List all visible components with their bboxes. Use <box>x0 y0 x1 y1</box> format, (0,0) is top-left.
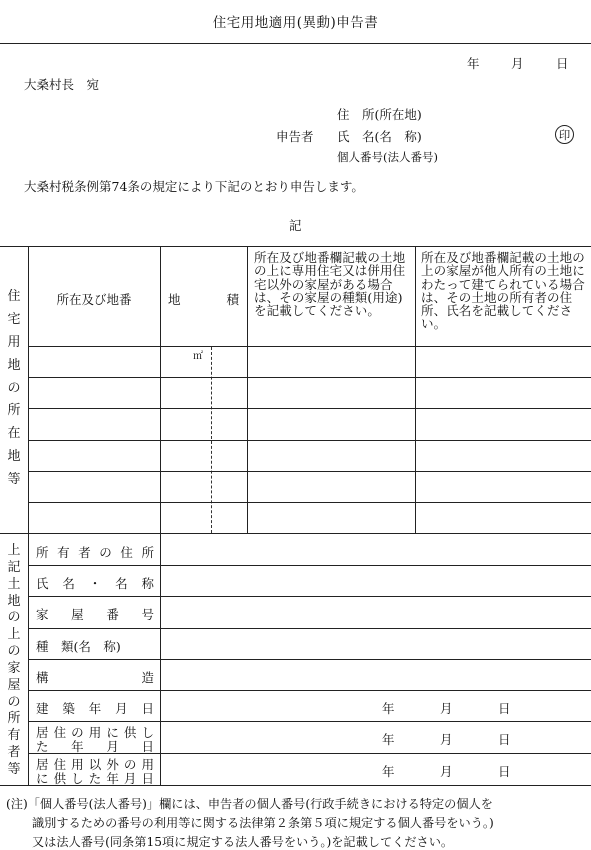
house-table-row-rule <box>28 565 591 566</box>
ki-label: 記 <box>289 218 302 233</box>
col-location-header: 所在及び地番 <box>56 292 132 307</box>
land-table-row-rule <box>28 440 591 441</box>
built-date-day: 日 <box>498 701 511 716</box>
declarant-label: 申告者 <box>276 129 314 144</box>
land-table-col-divider <box>415 246 416 533</box>
residential-date-year: 年 <box>382 732 395 747</box>
land-table-top <box>0 246 591 247</box>
seal-mark: 印 <box>555 125 574 144</box>
house-side-label: 上 記 土 地 の 上 の 家 屋 の 所 有 者 等 <box>7 543 21 777</box>
residential-use-label-line1: 居住の用に供し <box>36 725 154 740</box>
nonresidential-date-year: 年 <box>382 764 395 779</box>
built-date-month: 月 <box>440 701 453 716</box>
built-date-year: 年 <box>382 701 395 716</box>
title-divider <box>0 43 591 44</box>
col-house-type-note: 所在及び地番欄記載の土地の上に専用住宅又は併用住宅以外の家屋がある場合は、その家屋の種類(用途)を記載してください。 <box>254 250 406 319</box>
note-line-3: 又は法人番号(同条第15項に規定する法人番号をいう。)を記載してください。 <box>32 835 454 849</box>
land-table-row-rule <box>28 377 591 378</box>
owner-address-label: 所 有 者 の 住 所 <box>36 545 154 560</box>
nonresidential-date-month: 月 <box>440 764 453 779</box>
residential-date-month: 月 <box>440 732 453 747</box>
built-date-label: 建 築 年 月 日 <box>36 701 154 716</box>
nonresidential-use-label-line2: に供した年月日 <box>36 771 154 786</box>
date-year: 年 <box>467 56 480 71</box>
col-area-header: 地 積 <box>168 292 239 307</box>
land-table-row-rule <box>28 471 591 472</box>
house-table-top <box>0 533 591 534</box>
note-line-1: (注)「個人番号(法人番号)」欄には、申告者の個人番号(行政手続きにおける特定の個人を <box>6 797 493 811</box>
house-table-row-rule <box>28 596 591 597</box>
land-table-col-divider <box>160 246 161 533</box>
house-table-row-rule <box>28 690 591 691</box>
house-kind-label: 種 類(名 称) <box>36 639 121 654</box>
mynumber-label: 個人番号(法人番号) <box>337 150 438 164</box>
area-unit: ㎡ <box>193 351 203 362</box>
nonresidential-use-label-line1: 居住用以外の用 <box>36 757 154 772</box>
statement: 大桑村税条例第74条の規定により下記のとおり申告します。 <box>24 179 364 194</box>
house-table-row-rule <box>28 659 591 660</box>
residential-use-label-line2: た 年 月 日 <box>36 739 154 754</box>
residential-date-day: 日 <box>498 732 511 747</box>
land-table-col-divider <box>247 246 248 533</box>
land-table-row-rule <box>28 502 591 503</box>
addressee: 大桑村長 宛 <box>24 77 100 92</box>
land-table-header-rule <box>28 346 591 347</box>
land-table-row-rule <box>28 408 591 409</box>
col-land-owner-note: 所在及び地番欄記載の土地の上の家屋が他人所有の土地にわたって建てられている場合は、その土地の所有者の住所、氏名を記載してください。 <box>421 250 585 332</box>
land-side-label: 住 宅 用 地 の 所 在 地 等 <box>7 289 21 487</box>
name-label: 氏 名(名 称) <box>337 129 422 144</box>
structure-label: 構 造 <box>36 670 154 685</box>
date-month: 月 <box>511 56 524 71</box>
date-day: 日 <box>556 56 569 71</box>
note-line-2: 識別するための番号の利用等に関する法律第２条第５項に規定する個人番号をいう。) <box>32 816 494 830</box>
form-title: 住宅用地適用(異動)申告書 <box>212 15 379 31</box>
house-table-row-rule <box>28 721 591 722</box>
owner-name-label: 氏 名 ・ 名 称 <box>36 576 154 591</box>
address-label: 住 所(所在地) <box>337 107 422 122</box>
house-number-label: 家 屋 番 号 <box>36 607 154 622</box>
house-table-row-rule <box>28 628 591 629</box>
nonresidential-date-day: 日 <box>498 764 511 779</box>
